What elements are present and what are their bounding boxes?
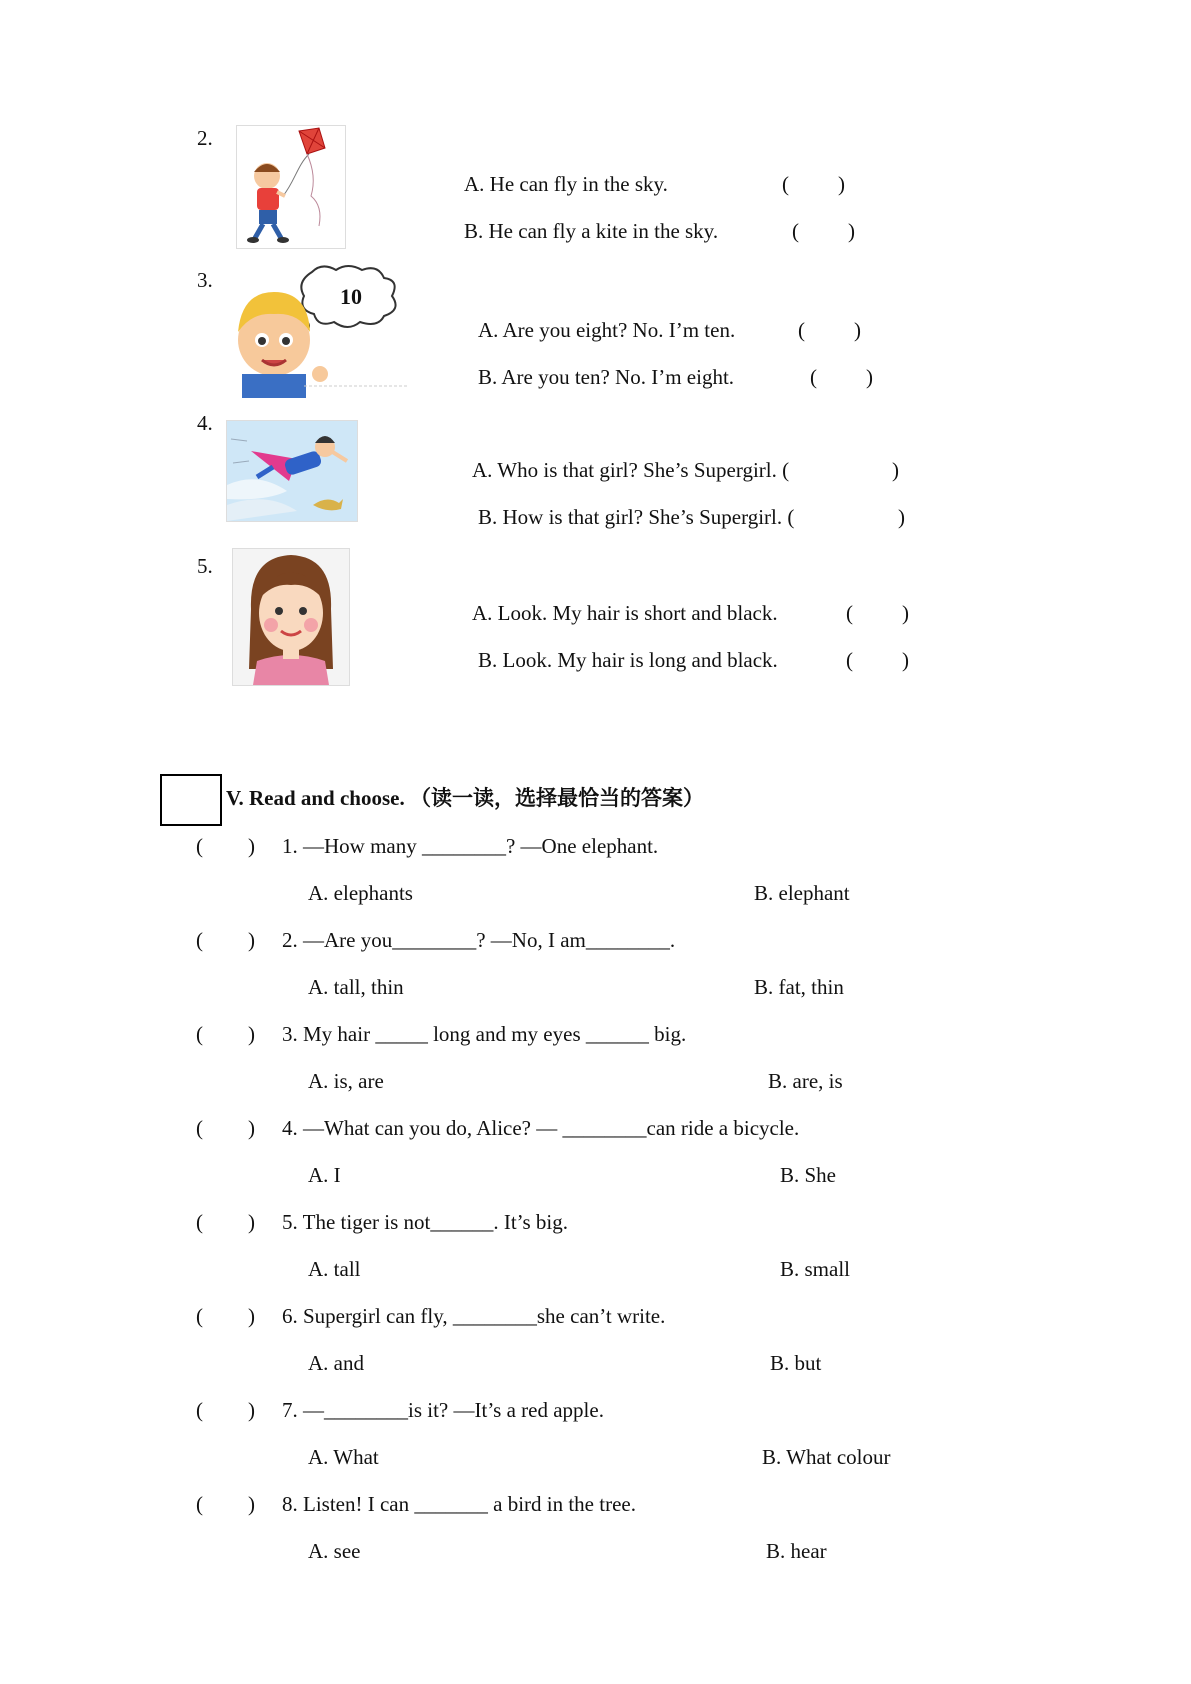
- answer-paren-open[interactable]: (: [196, 1304, 203, 1328]
- item2-answer-a-close: ): [838, 172, 845, 196]
- item3-option-b: B. Are you ten? No. I’m eight.: [478, 365, 735, 389]
- question-text: 2. —Are you________? —No, I am________.: [282, 928, 676, 952]
- answer-paren-close[interactable]: ): [248, 1398, 255, 1422]
- option-a: A. What: [308, 1445, 379, 1469]
- item3-answer-b-open: (: [810, 365, 817, 389]
- supergirl-flying-image: [226, 420, 358, 522]
- answer-paren-open[interactable]: (: [196, 1210, 203, 1234]
- item-number: 2.: [197, 126, 213, 150]
- option-b: B. fat, thin: [754, 975, 844, 999]
- item4-option-b: B. How is that girl? She’s Supergirl. (: [478, 505, 795, 529]
- bubble-number: 10: [340, 284, 362, 309]
- item2-option-a: A. He can fly in the sky.: [464, 172, 668, 196]
- question-text: 4. —What can you do, Alice? — ________can ride a bicycle.: [282, 1116, 800, 1140]
- item5-answer-b-open: (: [846, 648, 853, 672]
- answer-paren-open[interactable]: (: [196, 1492, 203, 1516]
- item-number: 4.: [197, 411, 213, 435]
- question-text: 1. —How many ________? —One elephant.: [282, 834, 659, 858]
- score-box[interactable]: [160, 774, 222, 826]
- answer-paren-open[interactable]: (: [196, 1022, 203, 1046]
- option-a: A. and: [308, 1351, 364, 1375]
- answer-paren-close[interactable]: ): [248, 1022, 255, 1046]
- section-title-en: V. Read and choose.: [226, 786, 405, 810]
- item3-answer-a-open: (: [798, 318, 805, 342]
- option-b: B. What colour: [762, 1445, 891, 1469]
- item3-answer-a-close: ): [854, 318, 861, 342]
- option-a: A. tall: [308, 1257, 361, 1281]
- option-b: B. hear: [766, 1539, 827, 1563]
- option-b: B. elephant: [754, 881, 850, 905]
- section-title-cn: （读一读，选择最恰当的答案）: [409, 786, 704, 810]
- option-b: B. are, is: [768, 1069, 843, 1093]
- option-a: A. is, are: [308, 1069, 384, 1093]
- question-text: 6. Supergirl can fly, ________she can’t write.: [282, 1304, 666, 1328]
- item5-answer-a-close: ): [902, 601, 909, 625]
- item5-option-a: A. Look. My hair is short and black.: [472, 601, 778, 625]
- option-a: A. I: [308, 1163, 341, 1187]
- answer-paren-open[interactable]: (: [196, 928, 203, 952]
- answer-paren-close[interactable]: ): [248, 1210, 255, 1234]
- boy-flying-kite-image: [236, 125, 346, 249]
- question-text: 7. —________is it? —It’s a red apple.: [282, 1398, 604, 1422]
- item2-answer-b-open: (: [792, 219, 799, 243]
- answer-paren-open[interactable]: (: [196, 1398, 203, 1422]
- question-text: 5. The tiger is not______. It’s big.: [282, 1210, 569, 1234]
- item2-option-b: B. He can fly a kite in the sky.: [464, 219, 719, 243]
- answer-paren-close[interactable]: ): [248, 1492, 255, 1516]
- item3-option-a: A. Are you eight? No. I’m ten.: [478, 318, 736, 342]
- item-number: 5.: [197, 554, 213, 578]
- answer-paren-close[interactable]: ): [248, 928, 255, 952]
- answer-paren-open[interactable]: (: [196, 834, 203, 858]
- item4-option-a: A. Who is that girl? She’s Supergirl. (: [472, 458, 790, 482]
- section-title: [226, 788, 704, 809]
- item2-answer-b-close: ): [848, 219, 855, 243]
- boy-thinking-ten-image: [232, 262, 408, 398]
- option-b: B. small: [780, 1257, 851, 1281]
- answer-paren-open[interactable]: (: [196, 1116, 203, 1140]
- answer-paren-close[interactable]: ): [248, 1304, 255, 1328]
- option-b: B. She: [780, 1163, 837, 1187]
- girl-long-hair-image: [232, 548, 350, 686]
- item4-answer-a-close: ): [892, 458, 899, 482]
- option-b: B. but: [770, 1351, 822, 1375]
- option-a: A. elephants: [308, 881, 413, 905]
- item3-answer-b-close: ): [866, 365, 873, 389]
- item-number: 3.: [197, 268, 213, 292]
- item5-option-b: B. Look. My hair is long and black.: [478, 648, 778, 672]
- item4-answer-b-close: ): [898, 505, 905, 529]
- option-a: A. tall, thin: [308, 975, 404, 999]
- answer-paren-close[interactable]: ): [248, 834, 255, 858]
- item5-answer-a-open: (: [846, 601, 853, 625]
- item2-answer-a-open: (: [782, 172, 789, 196]
- answer-paren-close[interactable]: ): [248, 1116, 255, 1140]
- option-a: A. see: [308, 1539, 361, 1563]
- question-text: 3. My hair _____ long and my eyes ______ big.: [282, 1022, 687, 1046]
- question-text: 8. Listen! I can _______ a bird in the tree.: [282, 1492, 636, 1516]
- item5-answer-b-close: ): [902, 648, 909, 672]
